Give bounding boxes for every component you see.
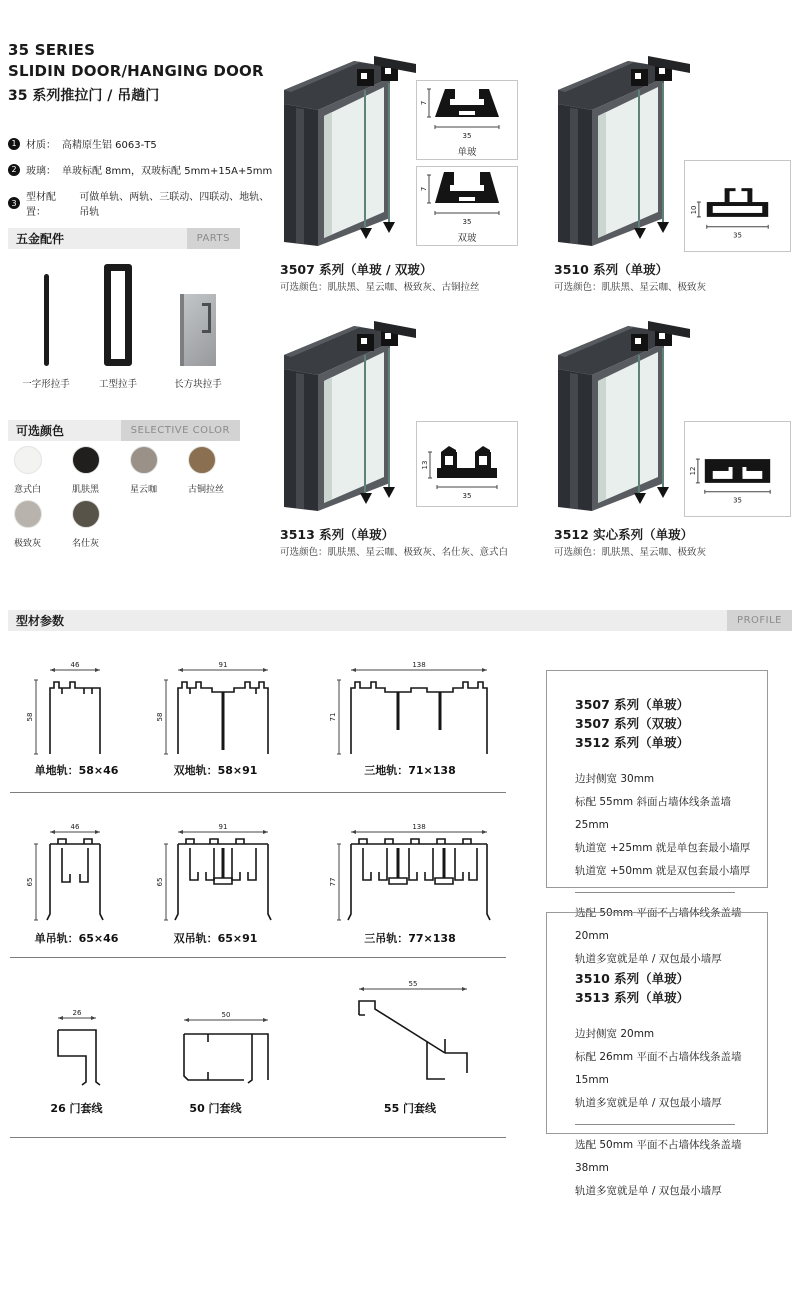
row-divider [10, 1137, 506, 1138]
swatch-circle [72, 446, 100, 474]
track-label: 三吊轨：77×138 [364, 932, 456, 945]
svg-text:91: 91 [218, 661, 228, 669]
spec-box-line: 标配 26mm 平面不占墙体线条盖墙 15mm [575, 1051, 742, 1086]
product-cell-3512 [552, 313, 797, 563]
profile-box-3507-single [416, 80, 518, 160]
profile-box-3512 [684, 421, 791, 517]
colors-section-tag: SELECTIVE COLOR [121, 420, 240, 441]
profile-drawing-3512 [685, 431, 790, 507]
swatch-label: 名仕灰 [72, 539, 100, 549]
profile-drawing-3507-double [417, 167, 517, 229]
spec-box-line: 标配 55mm 斜面占墙体线条盖墙 25mm [575, 796, 731, 831]
svg-text:35: 35 [733, 496, 742, 505]
part-label: 工型拉手 [98, 379, 137, 390]
product-colors: 可选颜色：肌肤黑、星云咖、极致灰 [554, 282, 707, 293]
spec-box-3510-3513 [546, 912, 768, 1197]
hanging-track-double [148, 822, 283, 946]
svg-text:7: 7 [420, 186, 428, 192]
ground-track-single-drawing [14, 658, 139, 760]
profile-section-title: 型材参数 [16, 614, 65, 628]
swatch-coffee [130, 446, 186, 495]
row-divider [10, 957, 506, 958]
part-item-block-handle [158, 288, 238, 390]
swatch-label: 星云咖 [130, 485, 158, 495]
swatch-white [14, 446, 70, 495]
track-label: 50 门套线 [189, 1102, 242, 1115]
product-title: 3512 实心系列（单玻） [554, 527, 694, 542]
spec-box-title: 3512 系列（单玻） [575, 735, 690, 750]
spec-box-line: 轨道宽 +50mm 就是双包套最小墙厚 [575, 865, 751, 877]
svg-text:46: 46 [70, 661, 80, 669]
svg-text:77: 77 [329, 877, 337, 887]
casing-50-drawing [148, 988, 283, 1098]
swatch-circle [188, 446, 216, 474]
swatch-circle [14, 500, 42, 528]
spec-value: 可做单轨、两轨、三联动、四联动、地轨、吊轨 [79, 192, 270, 218]
svg-text:65: 65 [26, 877, 34, 887]
spec-box-divider [575, 892, 735, 893]
swatch-circle [14, 446, 42, 474]
colors-section-header [8, 420, 240, 441]
svg-text:13: 13 [421, 460, 429, 470]
profile-box-3507-double [416, 166, 518, 246]
svg-text:35: 35 [733, 231, 742, 240]
spec-box-title: 3510 系列（单玻） [575, 971, 690, 986]
spec-label: 材质： [26, 140, 56, 151]
number-badge-2: 2 [8, 164, 20, 176]
number-badge-1: 1 [8, 138, 20, 150]
track-label: 双吊轨：65×91 [173, 932, 258, 945]
casing-50 [148, 988, 283, 1116]
spec-box-line: 选配 50mm 平面不占墙体线条盖墙 20mm [575, 907, 742, 942]
svg-text:65: 65 [156, 877, 164, 887]
row-divider [10, 792, 506, 793]
profile-section-header [8, 610, 792, 631]
product-title: 3507 系列（单玻 / 双玻） [280, 262, 433, 277]
swatch-label: 意式白 [14, 485, 42, 495]
door-render [552, 48, 692, 253]
door-render [278, 48, 418, 253]
part-label: 一字形拉手 [22, 379, 70, 390]
spec-box-title: 3507 系列（单玻） [575, 697, 690, 712]
number-badge-3: 3 [8, 197, 20, 209]
profile-box-3513 [416, 421, 518, 507]
swatch-circle [72, 500, 100, 528]
svg-text:138: 138 [412, 823, 426, 831]
parts-section-tag: PARTS [187, 228, 240, 249]
svg-text:138: 138 [412, 661, 426, 669]
part-item-bar-handle [10, 268, 82, 390]
swatch-bronze [188, 446, 244, 495]
product-title: 3510 系列（单玻） [554, 262, 669, 277]
product-colors: 可选颜色：肌肤黑、星云咖、极致灰、名仕灰、意式白 [280, 547, 509, 558]
product-title: 3513 系列（单玻） [280, 527, 395, 542]
spec-box-title: 3507 系列（双玻） [575, 716, 690, 731]
svg-text:46: 46 [70, 823, 80, 831]
profile-section-tag: PROFILE [727, 610, 792, 631]
svg-text:58: 58 [26, 712, 34, 722]
spec-value: 单玻标配 8mm，双玻标配 5mm+15A+5mm [62, 166, 273, 177]
product-cell-3513 [278, 313, 528, 563]
parts-section-header [8, 228, 240, 249]
ground-track-double-drawing [148, 658, 283, 760]
colors-section-title: 可选颜色 [16, 424, 65, 438]
svg-text:55: 55 [408, 980, 418, 988]
spec-line-glass [8, 162, 278, 177]
spec-line-material [8, 136, 278, 151]
spec-line-config [8, 188, 278, 218]
spec-list [8, 136, 278, 229]
spec-box-line: 轨道宽 +25mm 就是单包套最小墙厚 [575, 842, 751, 854]
ground-track-triple [315, 658, 505, 778]
track-label: 26 门套线 [50, 1102, 103, 1115]
svg-text:35: 35 [462, 218, 472, 226]
svg-text:35: 35 [462, 132, 472, 140]
svg-text:91: 91 [218, 823, 228, 831]
svg-text:71: 71 [329, 712, 337, 722]
profile-drawing-3510 [685, 168, 790, 244]
casing-26-drawing [14, 988, 139, 1098]
product-cell-3510 [552, 48, 797, 298]
spec-value: 高精原生铝 6063-T5 [62, 140, 157, 151]
svg-text:7: 7 [420, 100, 428, 106]
spec-box-line: 边封侧宽 20mm [575, 1028, 655, 1040]
hanging-track-single [14, 822, 139, 946]
spec-box-line: 轨道多宽就是单 / 双包最小墙厚 [575, 1185, 722, 1197]
swatch-darkgray [72, 500, 128, 549]
series-title-cn: 35 系列推拉门 / 吊趟门 [8, 88, 160, 104]
block-handle-image [180, 294, 216, 366]
spec-label: 型材配置： [26, 192, 56, 218]
profile-drawing-3513 [417, 428, 517, 500]
spec-box-3507-3512 [546, 670, 768, 965]
profile-box-label: 双玻 [457, 233, 477, 244]
product-cell-3507 [278, 48, 528, 298]
ground-track-single [14, 658, 139, 778]
profile-box-3510 [684, 160, 791, 252]
swatch-label: 古铜拉丝 [188, 485, 225, 495]
ground-track-double [148, 658, 283, 778]
handle-notch [202, 303, 211, 333]
page-header [8, 40, 308, 105]
hanging-track-triple-drawing [315, 822, 505, 928]
series-title-en: 35 SERIES [8, 41, 96, 59]
svg-text:50: 50 [221, 1011, 231, 1019]
track-label: 55 门套线 [383, 1102, 437, 1115]
casing-55 [315, 975, 505, 1116]
track-label: 三地轨：71×138 [364, 764, 456, 777]
door-render [552, 313, 692, 518]
track-label: 双地轨：58×91 [173, 764, 258, 777]
product-colors: 可选颜色：肌肤黑、星云咖、极致灰 [554, 547, 707, 558]
swatch-label: 肌肤黑 [72, 485, 100, 495]
product-colors: 可选颜色：肌肤黑、星云咖、极致灰、古铜拉丝 [280, 282, 480, 293]
series-subtitle-en: SLIDIN DOOR/HANGING DOOR [8, 62, 264, 80]
part-item-ring-handle [82, 258, 154, 390]
svg-text:12: 12 [688, 466, 697, 476]
part-label: 长方块拉手 [174, 379, 222, 390]
profile-drawing-3507-single [417, 81, 517, 143]
swatch-gray [14, 500, 70, 549]
bar-handle-image [44, 274, 49, 366]
casing-26 [14, 988, 139, 1116]
hanging-track-double-drawing [148, 822, 283, 928]
hanging-track-triple [315, 822, 505, 946]
hanging-track-single-drawing [14, 822, 139, 928]
spec-box-divider [575, 1124, 735, 1125]
spec-box-line: 选配 50mm 平面不占墙体线条盖墙 38mm [575, 1139, 742, 1174]
parts-section-title: 五金配件 [16, 232, 65, 246]
track-label: 单地轨：58×46 [34, 764, 119, 777]
svg-text:58: 58 [156, 712, 164, 722]
svg-text:35: 35 [462, 492, 472, 500]
spec-box-line: 轨道多宽就是单 / 双包最小墙厚 [575, 1097, 722, 1109]
track-label: 单吊轨：65×46 [34, 932, 119, 945]
ring-handle-image [104, 264, 132, 366]
door-render [278, 313, 418, 518]
spec-box-line: 边封侧宽 30mm [575, 773, 655, 785]
swatch-label: 极致灰 [14, 539, 42, 549]
svg-text:10: 10 [689, 205, 698, 215]
ground-track-triple-drawing [315, 658, 505, 760]
spec-box-line: 轨道多宽就是单 / 双包最小墙厚 [575, 953, 722, 965]
svg-text:26: 26 [72, 1009, 82, 1017]
spec-label: 玻璃： [26, 166, 56, 177]
swatch-circle [130, 446, 158, 474]
swatch-black [72, 446, 128, 495]
profile-box-label: 单玻 [457, 147, 477, 158]
spec-box-title: 3513 系列（单玻） [575, 990, 690, 1005]
casing-55-drawing [315, 975, 505, 1098]
